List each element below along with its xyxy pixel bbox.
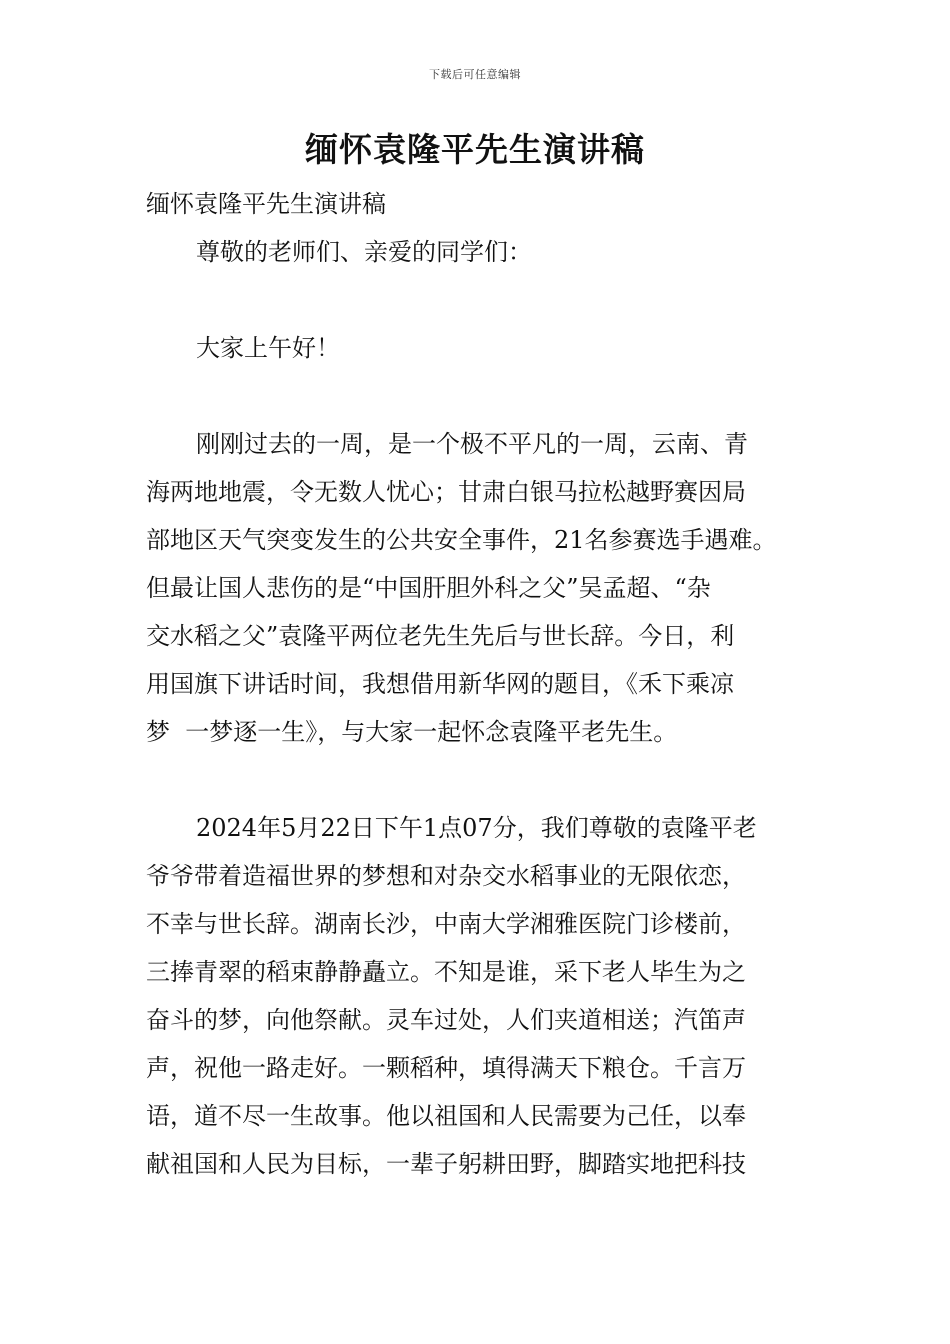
page-header-note: 下载后可任意编辑	[429, 68, 521, 81]
paragraph-line: 刚刚过去的一周，是一个极不平凡的一周，云南、青	[196, 430, 748, 458]
paragraph-1	[146, 420, 808, 756]
document-body	[146, 180, 808, 1188]
paragraph-line: 三捧青翠的稻束静静矗立。不知是谁，采下老人毕生为之	[146, 958, 746, 986]
paragraph-line: 献祖国和人民为目标，一辈子躬耕田野，脚踏实地把科技	[146, 1150, 746, 1178]
paragraph-line: 交水稻之父”袁隆平两位老先生先后与世长辞。今日，利	[146, 622, 735, 650]
paragraph-line: 爷爷带着造福世界的梦想和对杂交水稻事业的无限依恋，	[146, 862, 746, 890]
document-title: 缅怀袁隆平先生演讲稿	[305, 130, 645, 169]
paragraph-line: 声，祝他一路走好。一颗稻种，填得满天下粮仓。千言万	[146, 1054, 746, 1082]
blank-line	[146, 276, 808, 324]
paragraph-line: 用国旗下讲话时间，我想借用新华网的题目，《禾下乘凉	[146, 670, 734, 698]
paragraph-2	[146, 804, 808, 1188]
paragraph-line: 2024年5月22日下午1点07分，我们尊敬的袁隆平老	[196, 814, 757, 842]
paragraph-line: 梦 一梦逐一生》，与大家一起怀念袁隆平老先生。	[146, 718, 678, 746]
blank-line	[146, 372, 808, 420]
paragraph-line: 但最让国人悲伤的是“中国肝胆外科之父”吴孟超、“杂	[146, 574, 711, 602]
paragraph-line: 语，道不尽一生故事。他以祖国和人民需要为己任，以奉	[146, 1102, 746, 1130]
paragraph-line: 奋斗的梦，向他祭献。灵车过处，人们夹道相送；汽笛声	[146, 1006, 746, 1034]
paragraph-line: 海两地地震，令无数人忧心；甘肃白银马拉松越野赛因局	[146, 478, 746, 506]
greeting: 大家上午好！	[196, 334, 340, 362]
salutation: 尊敬的老师们、亲爱的同学们：	[196, 238, 532, 266]
document-subtitle: 缅怀袁隆平先生演讲稿	[146, 190, 386, 218]
paragraph-line: 部地区天气突变发生的公共安全事件，21名参赛选手遇难。	[146, 526, 777, 554]
blank-line	[146, 756, 808, 804]
paragraph-line: 不幸与世长辞。湖南长沙，中南大学湘雅医院门诊楼前，	[146, 910, 746, 938]
